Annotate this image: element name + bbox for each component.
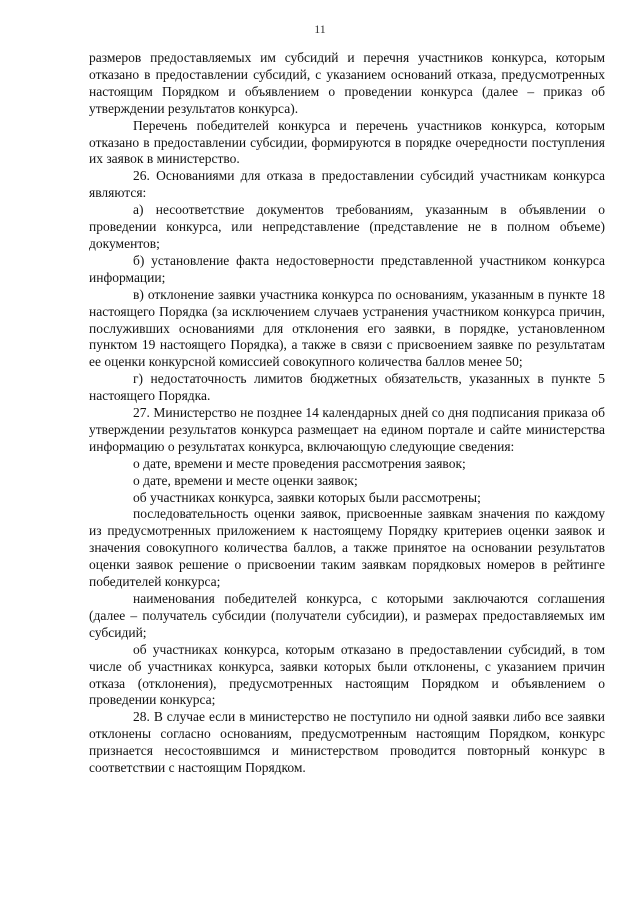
document-body <box>89 50 605 777</box>
paragraph-continuation: размеров предоставляемых им субсидий и перечня участников конкурса, которым отказано в предоставлении субсидий, с указанием оснований отказа, предусмотренных настоящим Порядком и объявлением о проведении конкурса (далее – приказ об утверждении результатов конкурса). <box>89 50 605 116</box>
paragraph-27-item-2: о дате, времени и месте оценки заявок; <box>133 472 358 488</box>
paragraph-section-26: 26. Основаниями для отказа в предоставлении субсидий участникам конкурса являются: <box>89 168 605 201</box>
paragraph-27-item-1: о дате, времени и месте проведения рассмотрения заявок; <box>133 455 466 471</box>
paragraph-winners-list: Перечень победителей конкурса и перечень участников конкурса, которым отказано в предоставлении субсидии, формируются в порядке очередности поступления их заявок в министерство. <box>89 117 605 167</box>
paragraph-section-27: 27. Министерство не позднее 14 календарных дней со дня подписания приказа об утверждении результатов конкурса размещает на едином портале и сайте министерства информацию о результатах конкурса, включающую следующие сведения: <box>89 405 605 454</box>
paragraph-27-item-5: наименования победителей конкурса, с которыми заключаются соглашения (далее – получатель субсидии (получатели субсидии), и размерах предоставляемых им субсидий; <box>89 591 605 640</box>
paragraph-26-v: в) отклонение заявки участника конкурса по основаниям, указанным в пункте 18 настоящего Порядка (за исключением случаев устранения участником конкурса причин, послуживших основаниями для отклонения его заявки, в порядке, установленном пунктом 19 настоящего Порядка), а также в связи с присвоением заявке по результатам ее оценки конкурсной комиссией совокупного количества баллов менее 50; <box>89 286 605 370</box>
paragraph-section-28: 28. В случае если в министерство не поступило ни одной заявки либо все заявки отклонены согласно основаниям, предусмотренным настоящим Порядком, конкурс признается несостоявшимся и министерством проводится повторный конкурс в соответствии с настоящим Порядком. <box>89 709 605 776</box>
paragraph-27-item-6: об участниках конкурса, которым отказано в предоставлении субсидий, в том числе об участниках конкурса, заявки которых были отклонены, с указанием причин отказа (отклонения), предусмотренных настоящим Порядком и объявлением о проведении конкурса; <box>89 641 605 708</box>
page-number: 11 <box>314 22 326 36</box>
paragraph-26-b: б) установление факта недостоверности представленной участником конкурса информации; <box>89 252 605 285</box>
paragraph-27-item-3: об участниках конкурса, заявки которых были рассмотрены; <box>133 489 481 505</box>
paragraph-27-item-4: последовательность оценки заявок, присвоенные заявкам значения по каждому из предусмотренных приложением к настоящему Порядку критериев оценки заявок и значения совокупного количества баллов, а также принятое на основании результатов оценки заявок решение о присвоении таким заявкам порядковых номеров в рейтинге победителей конкурса; <box>89 506 605 590</box>
paragraph-26-a: а) несоответствие документов требованиям, указанным в объявлении о проведении конкурса, или непредставление (представление не в полном объеме) документов; <box>89 202 605 251</box>
paragraph-26-g: г) недостаточность лимитов бюджетных обязательств, указанных в пункте 5 настоящего Порядка. <box>89 371 605 404</box>
